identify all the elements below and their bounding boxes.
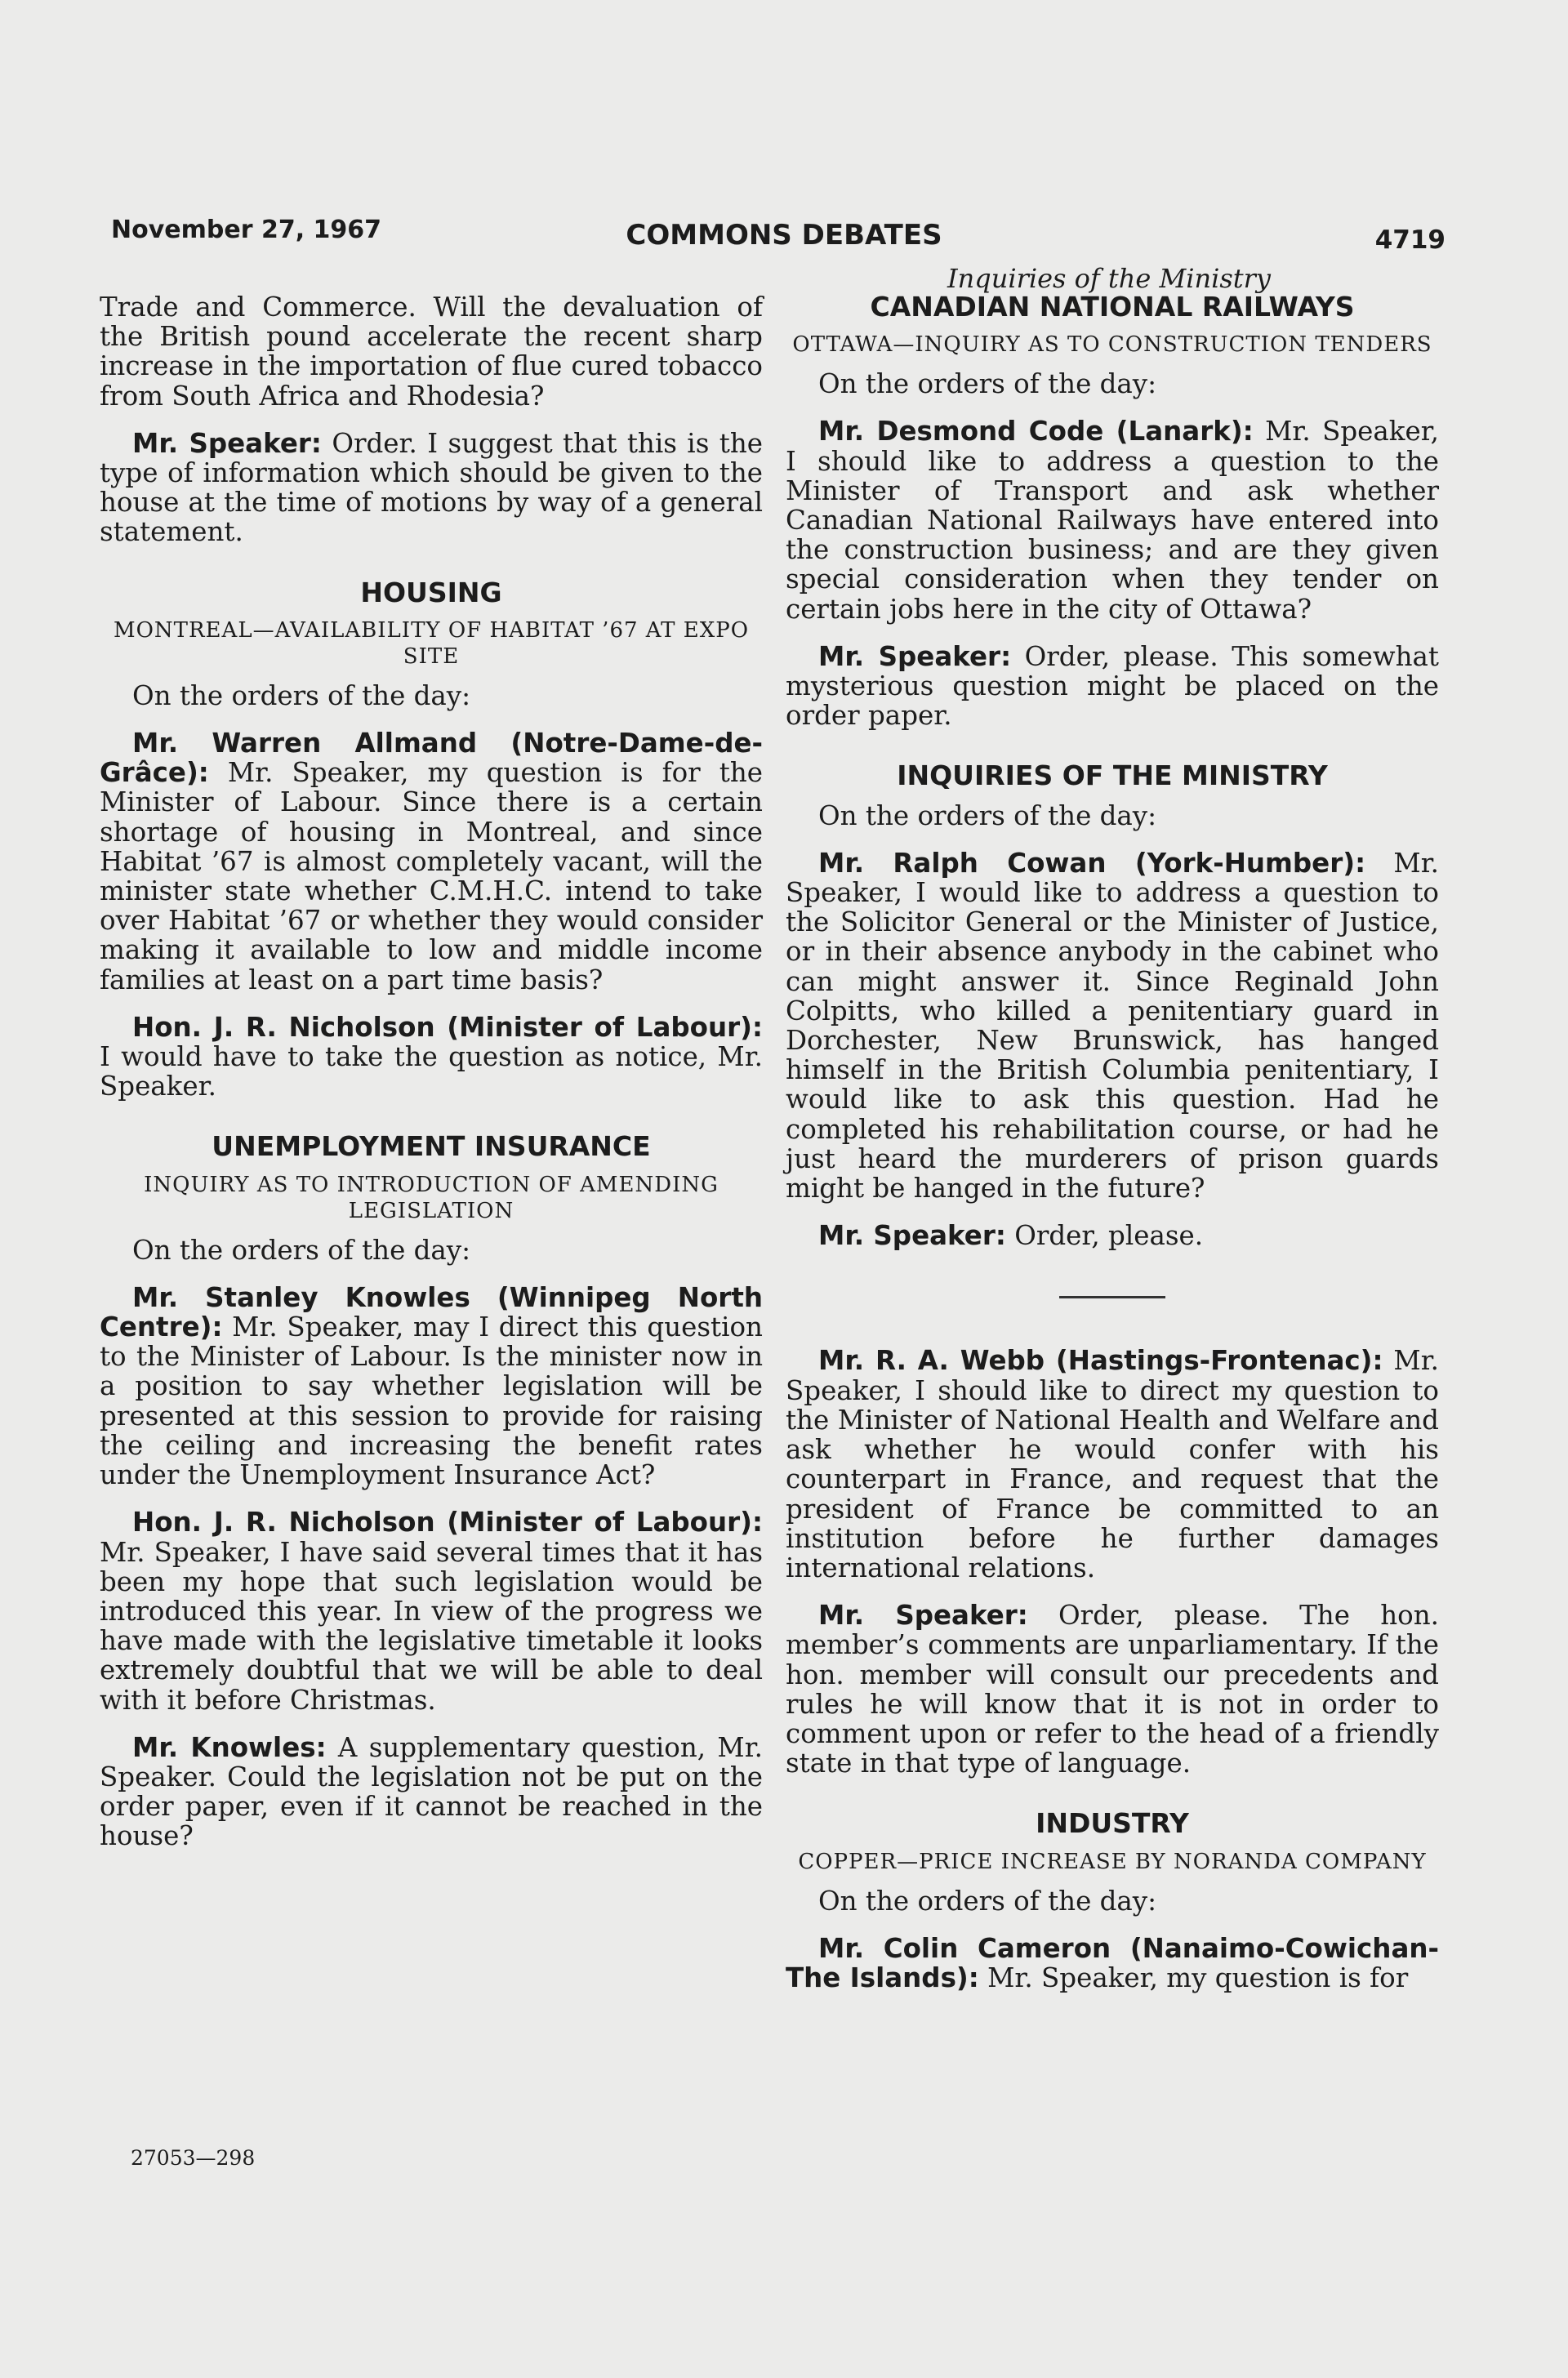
speaker-name: Mr. Speaker: — [818, 640, 1012, 672]
speaker-name: Mr. Speaker: — [818, 1220, 1006, 1252]
paragraph — [100, 429, 763, 547]
speech-text: Order, please. — [1005, 1220, 1204, 1252]
section-divider — [1059, 1296, 1165, 1298]
paragraph: On the orders of the day: — [818, 1885, 1157, 1917]
section-heading: INDUSTRY — [1036, 1807, 1189, 1840]
paragraph — [786, 848, 1439, 1203]
paragraph — [786, 1601, 1439, 1778]
paragraph — [786, 1346, 1439, 1583]
paragraph — [100, 728, 763, 995]
paragraph: On the orders of the day: — [132, 1234, 471, 1266]
paragraph: On the orders of the day: — [132, 679, 471, 711]
speech-text: Mr. Speaker, my question is for the Minister of Labour. Since there is a certain shortage of housing in Montreal, and since Habitat ’67 is almost completely vacant, will the minister state whether C.M.H.C. intend to take over Habitat ’67 or whether they would consider making it available to low and middle income families at least on a part time basis? — [100, 757, 763, 995]
speech-text: Mr. Speaker, I have said several times that it has been my hope that such legislation would be introduced this year. In view of the progress we have made with the legislative timetable it looks extremely doubtful that we will be able to deal with it before Christmas. — [100, 1536, 763, 1716]
speech-text: Mr. Speaker, I would like to address a question to the Solicitor General or the Minister of Justice, or in their absence anybody in the cabinet who can might answer it. Since Reginald John Colpitts, who killed a penitentiary guard in Dorchester, New Brunswick, has hanged himself in the British Columbia penitentiary, I would like to ask this question. Had he completed his rehabilitation course, or had he just heard the murderers of prison guards might be hanged in the future? — [786, 847, 1440, 1205]
section-subheading: MONTREAL—AVAILABILITY OF HABITAT ’67 AT EXPO SITE — [113, 617, 750, 669]
paragraph — [100, 1507, 763, 1714]
speaker-name: Mr. Stanley Knowles (Winnipeg North Centre): — [100, 1281, 763, 1343]
footer-code: 27053—298 — [131, 2146, 256, 2170]
speaker-name: Hon. J. R. Nicholson (Minister of Labour): — [132, 1011, 763, 1043]
paragraph — [786, 642, 1439, 731]
section-heading: HOUSING — [360, 576, 502, 608]
speaker-name: Mr. Desmond Code (Lanark): — [818, 416, 1254, 448]
speech-text: I would have to take the question as notice, Mr. Speaker. — [100, 1041, 763, 1102]
speaker-name: Mr. Warren Allmand (Notre-Dame-de-Grâce): — [100, 728, 763, 789]
speech-text: Order, please. The hon. member’s comments are unparliamentary. If the hon. member will consult our precedents and rules he will know that it is not in order to comment upon or refer to the head of a friendly state in that type of language. — [786, 1600, 1439, 1779]
speaker-name: Mr. Speaker: — [132, 427, 322, 459]
speech-text: A supplementary question, Mr. Speaker. Could the legislation not be put on the order paper, even if it cannot be reached in the house? — [100, 1731, 764, 1852]
section-subheading: INQUIRY AS TO INTRODUCTION OF AMENDING LEGISLATION — [144, 1172, 719, 1223]
header-title: COMMONS DEBATES — [626, 219, 942, 252]
speech-text: Mr. Speaker, may I direct this question to the Minister of Labour. Is the minister now in a position to say whether legislation will be presented at this session to provide for raising the ceiling and increasing the benefit rates under the Unemployment Insurance Act? — [100, 1311, 763, 1491]
paragraph — [786, 416, 1439, 623]
speech-text: Order. I suggest that this is the type of information which should be given to the house at the time of motions by way of a general statement. — [100, 427, 763, 548]
paragraph — [100, 1733, 763, 1851]
speaker-name: Mr. Speaker: — [818, 1600, 1028, 1632]
speaker-name: Mr. Ralph Cowan (York-Humber): — [818, 847, 1366, 879]
speaker-name: Mr. Colin Cameron (Nanaimo-Cowichan-The Islands): — [786, 1932, 1439, 1993]
speech-text: Mr. Speaker, I should like to address a question to the Minister of Transport and ask whether Canadian National Railways have entered into the construction business; and are they given special consideration when they tender on certain jobs here in the city of Ottawa? — [786, 416, 1440, 625]
paragraph: On the orders of the day: — [818, 799, 1157, 831]
section-heading: INQUIRIES OF THE MINISTRY — [897, 759, 1328, 792]
speaker-name: Mr. Knowles: — [132, 1731, 327, 1763]
speech-text: Mr. Speaker, I should like to direct my question to the Minister of National Health and Welfare and ask whether he would confer with his counterpart in France, and request that the president of France be committed to an institution before he further damages international relations. — [786, 1345, 1440, 1583]
paragraph: Trade and Commerce. Will the devaluation of the British pound accelerate the recent sharp increase in the importation of flue cured tobacco from South Africa and Rhodesia? — [100, 292, 763, 412]
section-subheading: COPPER—PRICE INCREASE BY NORANDA COMPANY — [798, 1849, 1427, 1874]
speaker-name: Mr. R. A. Webb (Hastings-Frontenac): — [818, 1345, 1383, 1377]
section-heading: UNEMPLOYMENT INSURANCE — [212, 1130, 651, 1163]
running-head: Inquiries of the Ministry — [947, 263, 1271, 294]
section-subheading: OTTAWA—INQUIRY AS TO CONSTRUCTION TENDERS — [792, 332, 1432, 358]
section-heading: CANADIAN NATIONAL RAILWAYS — [870, 291, 1355, 323]
page-number: 4719 — [1374, 225, 1446, 255]
paragraph — [100, 1283, 763, 1490]
paragraph — [786, 1221, 1439, 1250]
paragraph — [100, 1013, 763, 1102]
speaker-name: Hon. J. R. Nicholson (Minister of Labour): — [132, 1507, 763, 1539]
speech-text: Order, please. This somewhat mysterious question might be placed on the order paper. — [786, 640, 1439, 732]
paragraph — [786, 1934, 1439, 1993]
speech-text: Mr. Speaker, my question is for — [978, 1962, 1409, 1993]
left-column — [100, 292, 763, 1869]
right-column — [786, 292, 1439, 2011]
paragraph: On the orders of the day: — [818, 368, 1157, 400]
header-date: November 27, 1967 — [111, 216, 382, 244]
